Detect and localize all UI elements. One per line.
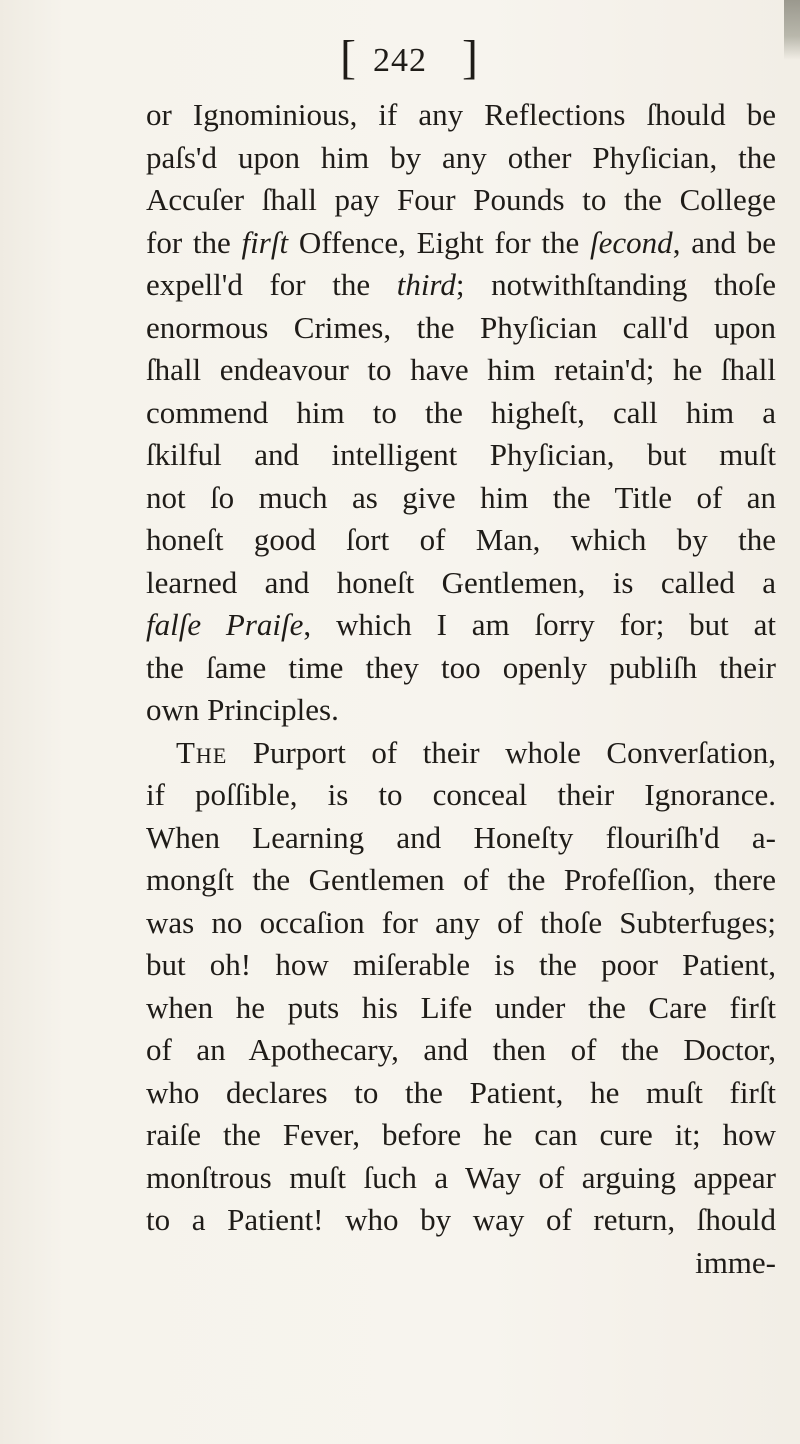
text-line: not ſo much as give him the Title of an [146, 479, 776, 515]
left-bracket: [ [340, 31, 356, 84]
text-segment: for the [146, 224, 242, 260]
italic-text: third [396, 267, 456, 302]
text-line: was no occaſion for any of thoſe Subterfuges; [146, 904, 776, 940]
text-line: own Principles. [146, 692, 339, 727]
text-line: or Ignominious, if any Reflections ſhould be [146, 97, 776, 132]
text-segment: , which I am ſorry for; but at [303, 607, 776, 642]
body-text [146, 94, 776, 1284]
text-line: when he puts his Life under the Care firſt [146, 989, 776, 1025]
text-line: to a Patient! who by way of return, ſhould [146, 1202, 776, 1237]
italic-text: ſecond [590, 224, 673, 260]
text-line: ſhall endeavour to have him retain'd; he ſhall [146, 352, 776, 387]
text-line: monſtrous muſt ſuch a Way of arguing appear [146, 1159, 776, 1195]
italic-text: falſe Praiſe [146, 607, 304, 642]
text-line [146, 604, 776, 647]
italic-text: firſt [241, 224, 289, 260]
text-line: paſs'd upon him by any other Phyſician, the [146, 139, 776, 175]
text-line: of an Apothecary, and then of the Doctor, [146, 1032, 776, 1067]
text-line [146, 732, 776, 775]
right-bracket: ] [462, 31, 478, 84]
text-line: if poſſible, is to conceal their Ignorance. [146, 777, 776, 812]
text-line: raiſe the Fever, before he can cure it; how [146, 1117, 776, 1152]
small-caps-text: The [176, 734, 228, 770]
text-line: the ſame time they too openly publiſh their [146, 649, 776, 685]
text-line [146, 222, 776, 265]
text-line [146, 264, 776, 307]
catchword: imme- [695, 1244, 776, 1280]
text-segment: Offence, Eight for the [288, 224, 591, 260]
text-line: learned and honeſt Gentlemen, is called a [146, 564, 776, 600]
page-number: 242 [373, 42, 427, 79]
text-line: but oh! how miſerable is the poor Patient, [146, 947, 776, 982]
text-segment: expell'd for the [146, 267, 397, 302]
text-segment: Purport of their whole Converſation, [227, 734, 776, 770]
text-line: who declares to the Patient, he muſt firſt [146, 1074, 776, 1110]
text-line: ſkilful and intelligent Phyſician, but muſt [146, 437, 776, 472]
text-line: commend him to the higheſt, call him a [146, 394, 776, 430]
text-segment: , and be [672, 224, 776, 260]
text-line: When Learning and Honeſty flouriſh'd a- [146, 819, 776, 855]
text-segment: ; notwithſtanding thoſe [455, 267, 776, 302]
page-header [0, 24, 800, 84]
text-line: Accuſer ſhall pay Four Pounds to the College [146, 182, 776, 217]
text-line: enormous Crimes, the Phyſician call'd upon [146, 309, 776, 345]
text-line: mongſt the Gentlemen of the Profeſſion, there [146, 862, 776, 897]
text-line: honeſt good ſort of Man, which by the [146, 522, 776, 557]
